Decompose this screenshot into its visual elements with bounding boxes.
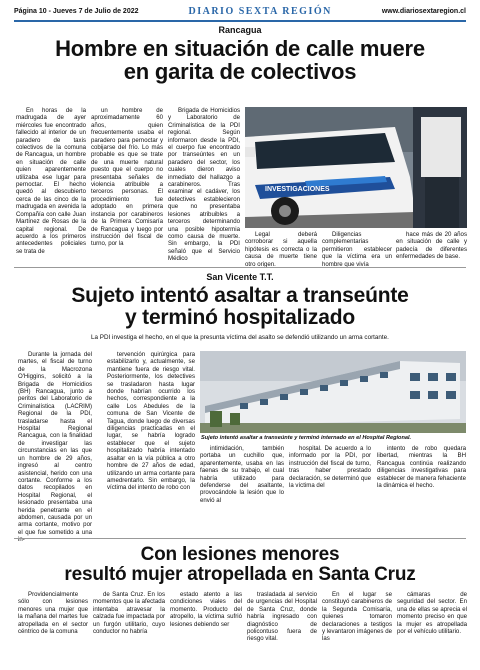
article2-column-5: intento de robo quedara libertad, mientras la BH Rancagua continúa realizando diligencias investigativas para establecer de manera fehaciente la dinámica el hecho. (377, 445, 466, 490)
article1-column-5: Diligencias complementarias permitieron establecer que la víctima era un hombre que vivía (322, 231, 392, 268)
article2-column-4: hospital. De acuerdo a lo informado por la PDI, por instrucción del fiscal de turno, tras haber prestado declaración, se determinó que la víctima del (289, 445, 371, 490)
article1-headline (10, 37, 470, 83)
website-link[interactable]: www.diariosextaregion.cl (381, 7, 466, 15)
article3-column-5: En el lugar se constituyó carabineros de la Segunda Comisaría, quienes tomaron declaraciones a testigos y levantaron imágenes de las (322, 591, 392, 643)
article2-column-2: tervención quirúrgica para estabilizarlo y, actualmente, se mantiene fuera de riesgo vital. Posteriormente, los detectives se trasladaron hasta lugar donde habrían ocurrido los hechos, correspondiente a la calle Los Abedules de la comuna de San Vicente de Tagua, donde luego de diversas diligencias practicadas en el lugar, se habría logrado establecer que el sujeto hospitalizado habría intentado asaltar en la vía pública a otro hombre de 27 años de edad, utilizando un arma cortante para amedrentarlo. Sin embargo, la víctima del intento de robo con (107, 351, 195, 492)
article2-subhead: La PDI investiga el hecho, en el que la presunta víctima del asalto se defendió utilizando un arma cortante. (91, 334, 389, 341)
article3-column-4: trasladada al servicio de urgencias del Hospital de Santa Cruz, donde habría ingresado con diagnóstico de policontuso fuera de riesgo vital. (247, 591, 317, 643)
hospital-building-illustration (200, 351, 466, 433)
article1-column-1: En horas de la madrugada de ayer miércoles fue encontrado fallecido al interior de un paradero de taxis colectivos de la comuna de Rancagua, un hombre en situación de calle quien aparentemente utilizaba ese lugar para pernoctar. El hecho quedó al descubierto cerca de las cinco de la madrugada en avenida la Compañía con calle Juan Martínez de Rosas de la capital regional. De acuerdo a los primeros antecedentes policiales se trata de (16, 107, 86, 255)
vehicle-lettering: INVESTIGACIONES (265, 186, 330, 193)
police-vehicle-illustration (245, 107, 467, 228)
article3-column-1: Providencialmente sólo con lesiones menores una mujer que la mañana del martes fue atropellada en el sector céntrico de la comuna (18, 591, 88, 636)
article1-column-6: hace más de 20 años en situación de calle y padecía de diferentes enfermedades de base. (396, 231, 467, 261)
article1-headline-line1: Hombre en situación de calle muere (55, 36, 425, 61)
article-divider-2 (14, 538, 466, 539)
article1-column-4: Legal deberá corroborar si aquella hipótesis es correcta o la causa de muerte tiene otro origen. (245, 231, 317, 268)
article2-headline-line1: Sujeto intentó asaltar a transeúnte (71, 284, 409, 307)
page-header (14, 4, 466, 18)
header-rule (14, 20, 466, 22)
article3-headline-line2: resultó mujer atropellada en Santa Cruz (64, 564, 416, 585)
article-divider-1 (14, 267, 466, 268)
article3-headline (10, 545, 470, 585)
article3-column-2: de Santa Cruz. En los momentos que la afectada intentaba atravesar la calzada fue impactada por un furgón utilitario, cuyo conductor no habría (93, 591, 165, 636)
article2-headline-line2: y terminó hospitalizado (125, 306, 355, 329)
article3-column-3: estado atento a las condiciones viales del momento. Producto del atropello, la víctima sufrió lesiones debiendo ser (170, 591, 242, 628)
article2-column-3: intimidación, también portaba un cuchillo que, aparentemente, usaba en las faenas de su trabajo, el cual habría utilizado para defenderse del asaltante, provocándole la lesión que lo envió al (200, 445, 284, 504)
article2-photo (200, 351, 466, 433)
article2-kicker: San Vicente T.T. (206, 272, 274, 282)
article1-column-2: un hombre de aproximadamente 60 años, quien frecuentemente usaba el paradero para pernoctar y cobijarse del frío. Lo más probable es que se trate de una muerte natural puesto que el cuerpo no presentaba señales de violencia atribuible a terceros personas. El procedimiento fue adoptado en primera instancia por carabineros de la Primera Comisaría de Rancagua y luego por instrucción del fiscal de turno, por la (91, 107, 163, 248)
article3-column-6: cámaras de seguridad del sector. En una de ellas se aprecia el momento preciso en que la mujer es atropellada por el vehículo utilitario. (397, 591, 467, 636)
article1-column-3: Brigada de Homicidios y Laboratorio de Criminalística de la PDI regional. Según informaron desde la PDI, el cuerpo fue encontrado por transeúntes en un paradero del sector, los cuales dieron aviso inmediato del hallazgo a carabineros. Tras examinar el cadáver, los detectives establecieron que no presentaba lesiones atribuibles a terceros determinando una posible hipotermia como causa de muerte. Sin embargo, la PDI señaló que el Servicio Médico (168, 107, 240, 263)
article2-photo-caption: Sujeto intentó asaltar a transeúnte y terminó internado en el Hospital Regional. (201, 435, 412, 441)
article1-photo (245, 107, 467, 228)
article3-headline-line1: Con lesiones menores (140, 544, 340, 565)
article1-kicker: Rancagua (218, 25, 262, 35)
article1-headline-line2: en garita de colectivos (123, 59, 357, 84)
page-info: Página 10 - Jueves 7 de Julio de 2022 (14, 7, 139, 15)
article2-column-1: Durante la jornada del martes, el fiscal de turno de la Macrozona O'Higgins, solicitó a la Brigada de Homicidios (BH) Rancagua, junto a peritos del Laboratorio de Criminalística (LACRIM) Regional de la PDI, trasladarse hasta el Hospital Regional Rancagua, con la finalidad de investigar las circunstancias en las que un hombre de 29 años, ingresó al centro asistencial, herido con una cortante. Conforme a los datos recopilados en Hospital Regional, el lesionado presentaba una herida penetrante en el abdomen, causada por un arma cortante, motivo por el que fue sometido a una in- (18, 351, 92, 544)
publication-name: DIARIO SEXTA REGIÓN (188, 5, 332, 17)
article2-headline (10, 285, 470, 329)
